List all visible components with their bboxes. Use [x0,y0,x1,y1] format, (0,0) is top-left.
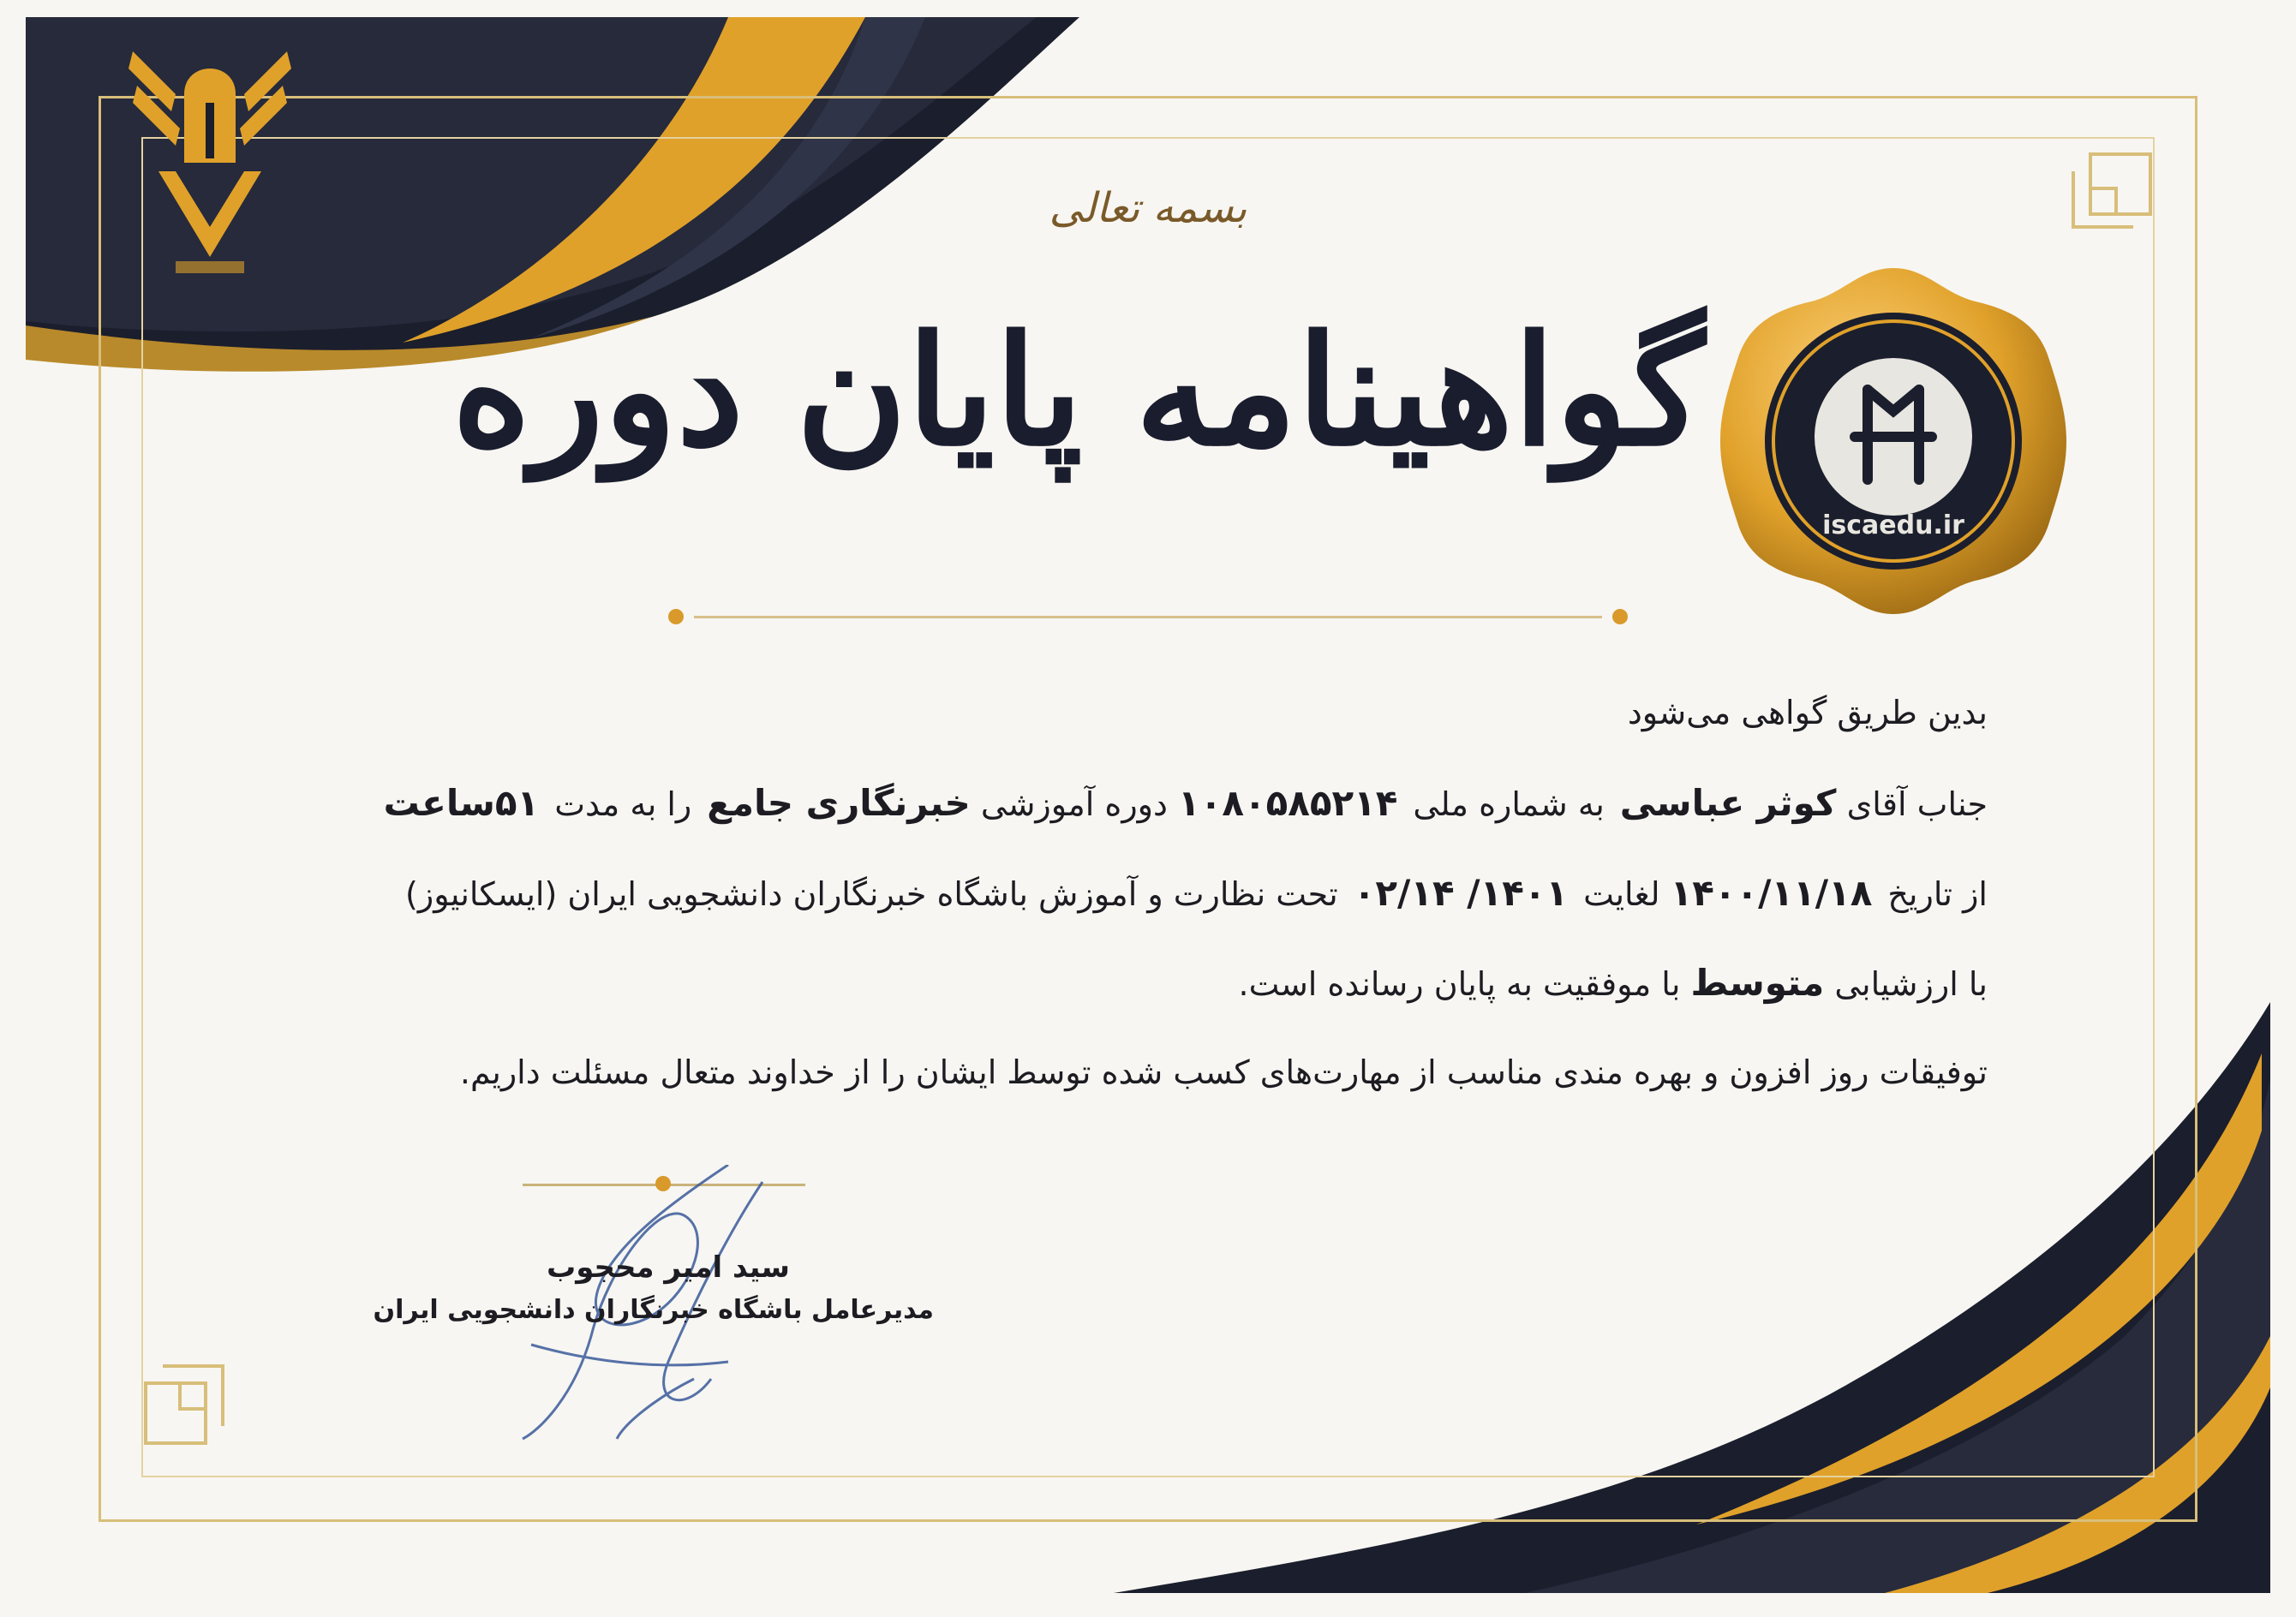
duration-label: را به مدت [554,785,692,823]
signer-title: مدیرعامل باشگاه خبرنگاران دانشجویی ایران [373,1295,934,1325]
signer-name: سید امیر محجوب [547,1250,790,1285]
end-date: ۱۴۰۱/ ۰۲/۱۴ [1353,872,1569,914]
course-duration: ۵۱ساعت [383,782,540,824]
supervision-text: تحت نظارت و آموزش باشگاه خبرنگاران دانشجویی ایران (ایسکانیوز) [405,875,1338,913]
signature-block [373,1165,934,1456]
body-line-4 [343,938,1988,1028]
evaluation-grade: متوسط [1690,962,1825,1004]
basmala: بسمه تعالی [1049,184,1247,232]
body-line-2 [343,758,1988,848]
to-label: لغایت [1583,875,1660,913]
evaluation-label: با ارزشیابی [1834,965,1988,1003]
national-id: ۱۰۸۰۵۸۵۲۱۴ [1178,782,1398,824]
body-line-3 [343,848,1988,938]
recipient-name: کوثر عباسی [1619,782,1837,824]
course-label: دوره آموزشی [980,785,1168,823]
prefix-text: جناب آقای [1846,785,1988,823]
certificate-body [343,668,1988,1118]
course-name: خبرنگاری جامع [707,782,971,824]
national-id-label: به شماره ملی [1413,785,1605,823]
title-divider [668,604,1628,629]
from-label: از تاریخ [1887,875,1988,913]
seal-website: iscaedu.ir [1822,510,1964,540]
certificate-title: گواهینامه پایان دوره [451,302,1705,480]
seal-emblem-icon [1713,261,2073,621]
university-logo-icon [124,43,296,283]
completion-text: با موفقیت به پایان رسانده است. [1238,965,1681,1003]
body-line-1: بدین طریق گواهی می‌شود [1627,694,1988,731]
start-date: ۱۴۰۰/۱۱/۱۸ [1670,872,1873,914]
body-line-5: توفیقات روز افزون و بهره مندی مناسب از مهارت‌های کسب شده توسط ایشان را از خداوند متعال مسئلت داریم. [459,1053,1988,1091]
